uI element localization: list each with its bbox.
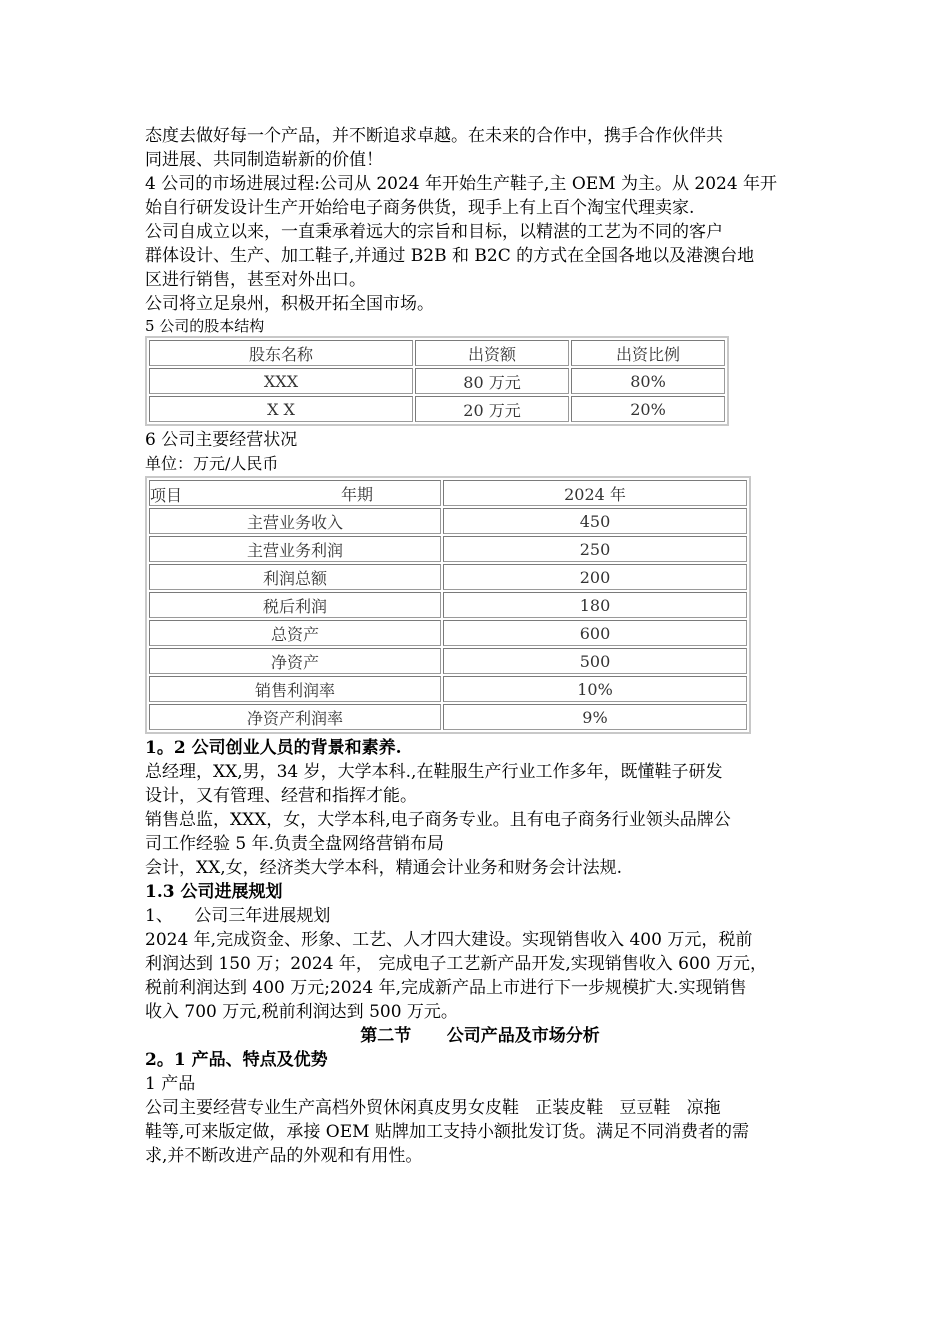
table-header-cell: 2024 年: [443, 480, 747, 506]
document-page: [145, 124, 815, 1168]
text-line: 4 公司的市场进展过程:公司从 2024 年开始生产鞋子,主 OEM 为主。从 2024 年开: [145, 174, 778, 194]
text-line: 司工作经验 5 年.负责全盘网络营销布局: [145, 834, 445, 854]
text-line: 总经理，XX,男，34 岁，大学本科.,在鞋服生产行业工作多年，既懂鞋子研发: [145, 762, 723, 782]
text-line: 求,并不断改进产品的外观和有用性。: [145, 1146, 423, 1166]
market-development-paragraph: [145, 172, 815, 316]
equity-structure-heading: 5 公司的股本结构: [145, 317, 265, 335]
table-row: [149, 648, 747, 674]
table-cell: 10%: [443, 676, 747, 702]
table-cell: 9%: [443, 704, 747, 730]
table-cell: 250: [443, 536, 747, 562]
text-line: 设计，又有管理、经营和指挥才能。: [145, 786, 417, 806]
table-cell: 净资产利润率: [149, 704, 441, 730]
table-row: [149, 508, 747, 534]
table-cell: 180: [443, 592, 747, 618]
operations-heading: 6 公司主要经营状况: [145, 430, 298, 450]
table-row: [149, 396, 725, 422]
table-cell: X X: [149, 396, 413, 422]
table-cell: 税后利润: [149, 592, 441, 618]
table-cell: XXX: [149, 368, 413, 394]
table-cell: 500: [443, 648, 747, 674]
text-line: 始自行研发设计生产开始给电子商务供货，现手上有上百个淘宝代理卖家.: [145, 198, 695, 218]
text-line: 鞋等,可来版定做，承接 OEM 贴牌加工支持小额批发订货。满足不同消费者的需: [145, 1122, 749, 1142]
products-subheading: 1 产品: [145, 1074, 196, 1094]
table-cell: 利润总额: [149, 564, 441, 590]
table-cell: 主营业务收入: [149, 508, 441, 534]
text-line: 2024 年,完成资金、形象、工艺、人才四大建设。实现销售收入 400 万元，税前: [145, 930, 753, 950]
table-header-row: [149, 340, 725, 366]
header-item-label: 项目: [150, 486, 183, 505]
development-plan-paragraph: [145, 904, 815, 1024]
text-line: 会计，XX,女，经济类大学本科，精通会计业务和财务会计法规.: [145, 858, 623, 878]
table-cell: 销售利润率: [149, 676, 441, 702]
table-header-cell: [149, 480, 441, 506]
text-line: 群体设计、生产、加工鞋子,并通过 B2B 和 B2C 的方式在全国各地以及港澳台地: [145, 246, 755, 266]
table-cell: 20%: [571, 396, 725, 422]
text-line: 收入 700 万元,税前利润达到 500 万元。: [145, 1002, 458, 1022]
table-row: [149, 536, 747, 562]
table-cell: 净资产: [149, 648, 441, 674]
text-line: 销售总监，XXX，女，大学本科,电子商务专业。且有电子商务行业领头品牌公: [145, 810, 731, 830]
unit-line: 单位：万元/人民币: [145, 454, 279, 473]
table-cell: 80 万元: [415, 368, 569, 394]
table-header-cell: 股东名称: [149, 340, 413, 366]
table-cell: 20 万元: [415, 396, 569, 422]
founders-paragraph: [145, 760, 815, 880]
development-plan-heading: 1.3 公司进展规划: [145, 882, 283, 902]
table-row: [149, 592, 747, 618]
equity-table: [145, 336, 729, 426]
founders-heading: 1。2 公司创业人员的背景和素养.: [145, 738, 402, 758]
table-header-cell: 出资额: [415, 340, 569, 366]
products-paragraph: [145, 1096, 815, 1168]
table-cell: 总资产: [149, 620, 441, 646]
table-cell: 200: [443, 564, 747, 590]
table-cell: 600: [443, 620, 747, 646]
table-header-row: [149, 480, 747, 506]
table-header-cell: 出资比例: [571, 340, 725, 366]
text-line: 利润达到 150 万；2024 年， 完成电子工艺新产品开发,实现销售收入 600 万元，: [145, 954, 767, 974]
text-line: 公司自成立以来，一直秉承着远大的宗旨和目标，以精湛的工艺为不同的客户: [145, 222, 723, 242]
table-row: [149, 620, 747, 646]
intro-paragraph: [145, 124, 815, 172]
text-line: 同进展、共同制造崭新的价值！: [145, 150, 383, 170]
text-line: 态度去做好每一个产品，并不断追求卓越。在未来的合作中，携手合作伙伴共: [145, 126, 723, 146]
header-period-label: 年期: [340, 484, 373, 504]
products-heading: 2。1 产品、特点及优势: [145, 1050, 328, 1070]
table-cell: 主营业务利润: [149, 536, 441, 562]
table-row: [149, 564, 747, 590]
text-line: 税前利润达到 400 万元;2024 年,完成新产品上市进行下一步规模扩大.实现销售: [145, 978, 747, 998]
table-row: [149, 676, 747, 702]
text-line: 公司将立足泉州，积极开拓全国市场。: [145, 294, 434, 314]
text-line: 区进行销售，甚至对外出口。: [145, 270, 366, 290]
table-row: [149, 368, 725, 394]
table-cell: 80%: [571, 368, 725, 394]
text-line: 公司主要经营专业生产高档外贸休闲真皮男女皮鞋 正装皮鞋 豆豆鞋 凉拖: [145, 1098, 721, 1118]
table-cell: 450: [443, 508, 747, 534]
text-line: 1、 公司三年进展规划: [145, 906, 331, 926]
operations-table: [145, 476, 751, 734]
table-row: [149, 704, 747, 730]
chapter-title: 第二节 公司产品及市场分析: [360, 1026, 600, 1046]
